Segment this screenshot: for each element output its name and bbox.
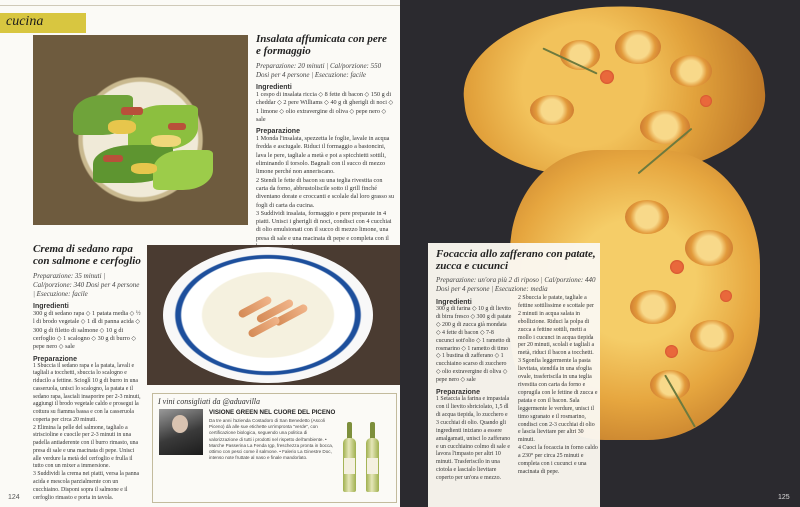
caper-berry [670, 260, 684, 274]
method-text: 1 Sbuccia il sedano rapa e la patata, lavali e tagliali a tocchetti, sbuccia lo scalogno e riducilo a fettine. Scioglì 10 g di burro in una casseruola, unisci lo scalogno, la patata e il sedano rapa, lasciali insaporire per 2-3 minuti, aggiungi il brodo vegetale caldo e prosegui la cottura su fiamma bassa e con la casseruola coperta per circa 20 minuti. 2 Elimina la pelle del salmone, taglialo a striscioline e cuocile per 2-3 minuti in una padella antiaderente con il burro rimasto, una presa di sale e una macinata di pepe. Unisci alle verdure la metà del cerfoglio e frulla il tutto con un mixer a immersione. 3 Suddividi la crema nei piatti, versa la panna acida e mescola parzialmente con un cucchiaino. Disponi sopra il salmone e il cerfoglio rimasto e porta in tavola. [33, 362, 141, 501]
section-label: cucina [6, 14, 44, 29]
recipe-column-2 [518, 295, 598, 477]
caper-berry [700, 95, 712, 107]
bacon-piece [168, 123, 186, 130]
recipe-meta: Preparazione: 20 minuti | Cal/porzione: 550 Dosi per 4 persone | Esecuzione: facile [256, 61, 382, 79]
recipe-title: Focaccia allo zafferano con patate, zucca e cucunci [436, 248, 596, 272]
recipe-celeriac-cream [33, 244, 141, 502]
bacon-piece [103, 155, 123, 162]
page-right [400, 0, 800, 507]
recipe-column-1 [436, 295, 512, 483]
caper-berry [665, 345, 678, 358]
soup-photo [147, 245, 400, 385]
ingredients-label: Ingredienti [33, 303, 69, 311]
top-rule [0, 5, 400, 6]
section-tab [0, 13, 86, 33]
ingredients-text: 1 cespo di insalata riccia ◇ 8 fette di bacon ◇ 150 g di cheddar ◇ 2 pere Williams ◇ 40 g di gherigli di noci ◇ 1 limone ◇ olio extravergine di oliva ◇ pepe nero ◇ sale [256, 90, 394, 123]
potato-slice [530, 95, 574, 125]
pumpkin-slice [670, 55, 712, 87]
pear-slice [151, 135, 181, 147]
method-label: Preparazione [33, 355, 77, 363]
method-text: 2 Sbuccia le patate, tagliale a fettine sottilissime e scottale per 2 minuti in acqua salata in ebollizione. Riduci la polpa di zucca a fettine sottili, metti a mollo i cucunci in acqua tiepida per 20 minuti, scolali e tagliali a metà, riduci il bacon a tocchetti. 3 Sgonfia leggermente la pasta lievitata, stendila in una sfoglia ovale, trasferiscila in una teglia rivestita con carta da forno e coprugila con le fettine di zucca e patata e con il bacon. Sala leggermente le verdure, unisci il timo sgranato e il rosmarino, condisci con 2-3 cucchiai di olio e lascia lievitare per altri 30 minuti. 4 Cuoci la focaccia in forno caldo a 230° per circa 25 minuti e completa con i cucunci e una macinata di pepe. [518, 295, 598, 475]
bacon-piece [121, 107, 143, 115]
method-label: Preparazione [256, 128, 300, 136]
pumpkin-slice [690, 320, 734, 352]
pear-slice [131, 163, 157, 174]
sommelier-photo [159, 409, 203, 455]
pumpkin-slice [685, 230, 733, 266]
caper-berry [720, 290, 732, 302]
salad-photo [33, 35, 248, 225]
pumpkin-slice [625, 200, 669, 234]
wine-bottle-image [366, 422, 379, 492]
recipe-meta: Preparazione: un'ora più 2 di riposo | Cal/porzione: 440 Dosi per 4 persone | Esecuzione: media [436, 276, 596, 294]
method-label: Preparazione [436, 389, 480, 397]
wine-bottle-image [343, 422, 356, 492]
method-text: 1 Monda l'insalata, spezzetta le foglie, lavale in acqua fredda e asciugale. Riduci il formaggio a bastoncini, lava le pere, tagliale a metà e poi a spicchietti sottili, eliminando il torsolo. Bagnali con il succo di mezzo limone perché non anneriscano. 2 Stendi le fette di bacon su una teglia rivestita con carta da forno, abbrustoliscile sotto il grill finché diventano dorate e croccanti e scolale dal loro grasso su fogli di carta da cucina. 3 Suddividi insalata, formaggio e pere preparate in 4 piatti. Unisci i gherigli di noci, condisci con 4 cucchiai di olio emulsionati con il succo di mezzo limone, una presa di sale e una macinata di pepe e completa con il [256, 135, 394, 242]
recipe-meta: Preparazione: 35 minuti | Cal/porzione: 340 Dosi per 4 persone | Esecuzione: facile [33, 271, 140, 298]
ingredients-label: Ingredienti [436, 299, 472, 306]
ingredients-text: 300 g di farina ◇ 10 g di lievito di birra fresco ◇ 300 g di patate ◇ 200 g di zucca già mondata ◇ 4 fette di bacon ◇ 7-8 cucunci sott'olio ◇ 1 rametto di rosmarino ◇ 1 rametto di timo ◇ 1 bustina di zafferano ◇ 1 cucchiaino scarso di zucchero ◇ olio extravergine di oliva ◇ pepe nero ◇ sale [436, 306, 512, 384]
ingredients-label: Ingredienti [256, 83, 292, 91]
page-number-right: 125 [778, 494, 790, 501]
method-text: 1 Setaccia la farina e impastala con il lievito sbriciolato, 1,5 dl di acqua tiepida, lo zucchero e 3 cucchiai di olio. Quando gli ingredienti iniziano a essere amalgamati, unisci lo zafferano e un cucchiaino colmo di sale e lavora l'impasto per altri 10 minuti. Trasferiscilo in una ciotola e lascialo lievitare coperto per un'ora e mezzo. [436, 396, 511, 482]
pear-slice [108, 120, 136, 134]
ingredients-text: 300 g di sedano rapa ◇ 1 patata media ◇ ½ l di brodo vegetale ◇ 1 dl di panna acida ◇ 300 g di filetto di salmone ◇ 10 g di cerfoglio ◇ 1 scalogno ◇ 30 g di burro ◇ pepe nero ◇ sale [33, 310, 141, 351]
recipe-title: Insalata affumicata con pere e formaggio [256, 33, 387, 57]
recipe-smoked-salad [256, 34, 394, 251]
wine-box-text: Da tre anni l'azienda Costadoro di San Benedetto (Ascoli Piceno) dà alle sue etichette un'impronta "verde", con certificazione biologica, seguendo una politica di valorizzazione di tutti i prodotti nel rispetto dell'ambiente. • Marche Passerina La Fenda Igp, freschezza pronta in bocca, ottimo con pesci come il salmone. • Falerio La Ginestre Doc, intenso note fruttate al naso e finale mandorlato. [209, 418, 334, 461]
wine-box-header: I vini consigliati da @aduavilla [158, 397, 261, 406]
wine-box-title: VISIONE GREEN NEL CUORE DEL PICENO [209, 409, 336, 416]
wine-recommendation-box [152, 393, 397, 503]
recipe-saffron-focaccia [428, 243, 600, 507]
recipe-title: Crema di sedano rapa con salmone e cerfoglio [33, 243, 141, 267]
potato-slice [630, 290, 676, 324]
caper-berry [600, 70, 614, 84]
pumpkin-slice [615, 30, 661, 64]
salad-leaf [153, 150, 213, 190]
potato-slice [640, 110, 690, 144]
page-number-left: 124 [8, 494, 20, 501]
